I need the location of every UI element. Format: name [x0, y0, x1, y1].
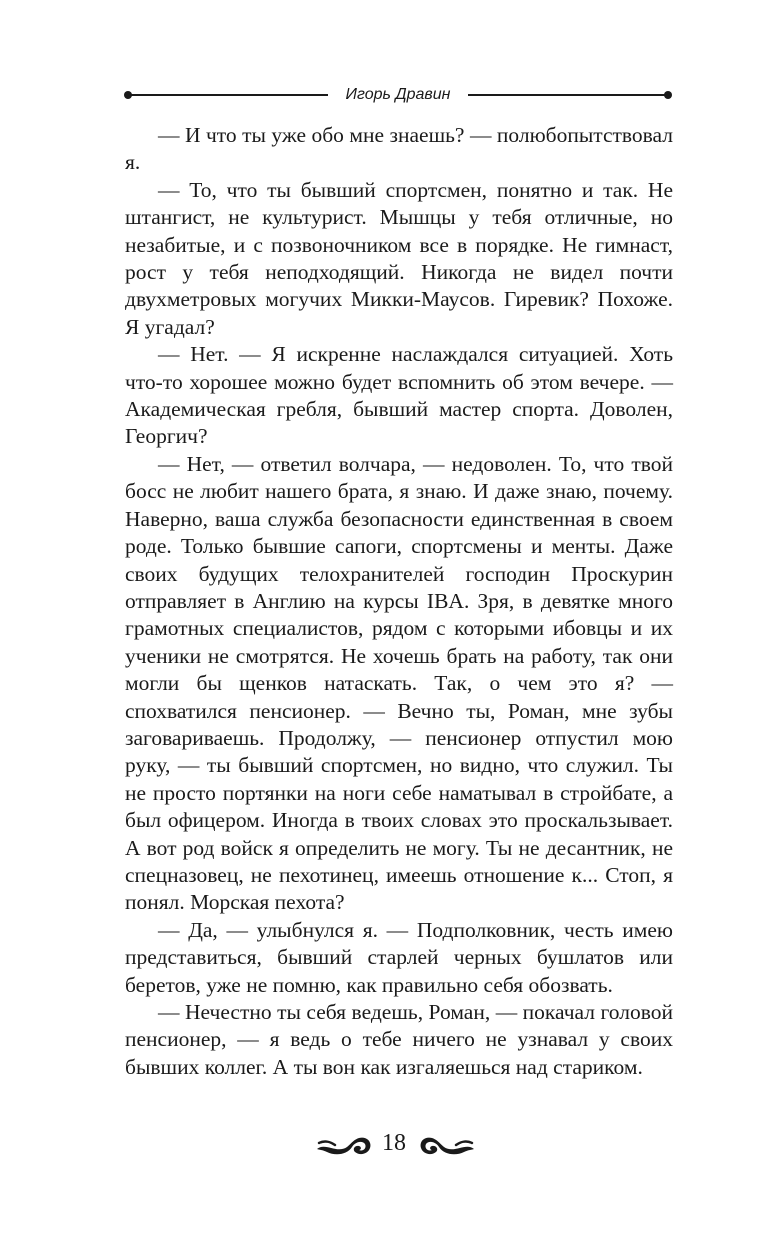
paragraph: — Нет, — ответил волчара, — недоволен. То, что твой босс не любит нашего брата, я знаю. И даже знаю, почему. Наверно, ваша служба безопасности единственная в своем роде. Только бывшие сапоги, спортсмены и менты. Даже своих будущих телохранителей господин Проскурин отправляет в Англию на курсы IBA. Зря, в девятке много грамотных специалистов, рядом с которыми ибовцы и их ученики не смотрятся. Не хочешь брать на работу, так они могли бы щенков натаскать. Так, о чем это я? — спохватился пенсионер. — Вечно ты, Роман, мне зубы заговариваешь. Продолжу, — пенсионер отпустил мою руку, — ты бывший спортсмен, но видно, что служил. Ты не просто портянки на ноги себе наматывал в стройбате, а был офицером. Иногда в твоих словах это проскальзывает. А вот род войск я определить не могу. Ты не десантник, не спецназовец, не пехотинец, имеешь отношение к... Стоп, я понял. Морская пехота? — [125, 451, 673, 915]
rule-end-dot-right — [664, 91, 672, 99]
page-folio — [0, 1126, 768, 1162]
paragraph: — Нет. — Я искренне наслаждался ситуацией. Хоть что-то хорошее можно будет вспомнить об этом вечере. — Академическая гребля, бывший мастер спорта. Доволен, Георгич? — [125, 342, 673, 449]
ornament-left-icon — [315, 1132, 373, 1158]
paragraph: — Да, — улыбнулся я. — Подполковник, честь имею представиться, бывший старлей черных бушлатов или беретов, уже не помню, как правильно себя обозвать. — [125, 917, 673, 997]
paragraph: — То, что ты бывший спортсмен, понятно и так. Не штангист, не культурист. Мышцы у тебя отличные, но незабитые, и с позвоночником все в порядке. Не гимнаст, рост у тебя неподходящий. Никогда не видел почти двухметровых могучих Микки-Маусов. Гиревик? Похоже. Я угадал? — [125, 177, 673, 339]
running-title: Игорь Дравин — [345, 86, 451, 103]
header-rule-right — [468, 94, 666, 96]
header-rule-left — [130, 94, 328, 96]
paragraph: — И что ты уже обо мне знаешь? — полюбопытствовал я. — [125, 123, 673, 175]
running-header — [124, 84, 672, 106]
page-body-text — [125, 122, 673, 1081]
paragraph: — Нечестно ты себя ведешь, Роман, — покачал головой пенсионер, — я ведь о тебе ничего не узнавал у своих бывших коллег. А ты вон как изгаляешься над стариком. — [125, 1000, 673, 1079]
ornament-right-icon — [418, 1132, 476, 1158]
page-number: 18 — [382, 1130, 406, 1156]
